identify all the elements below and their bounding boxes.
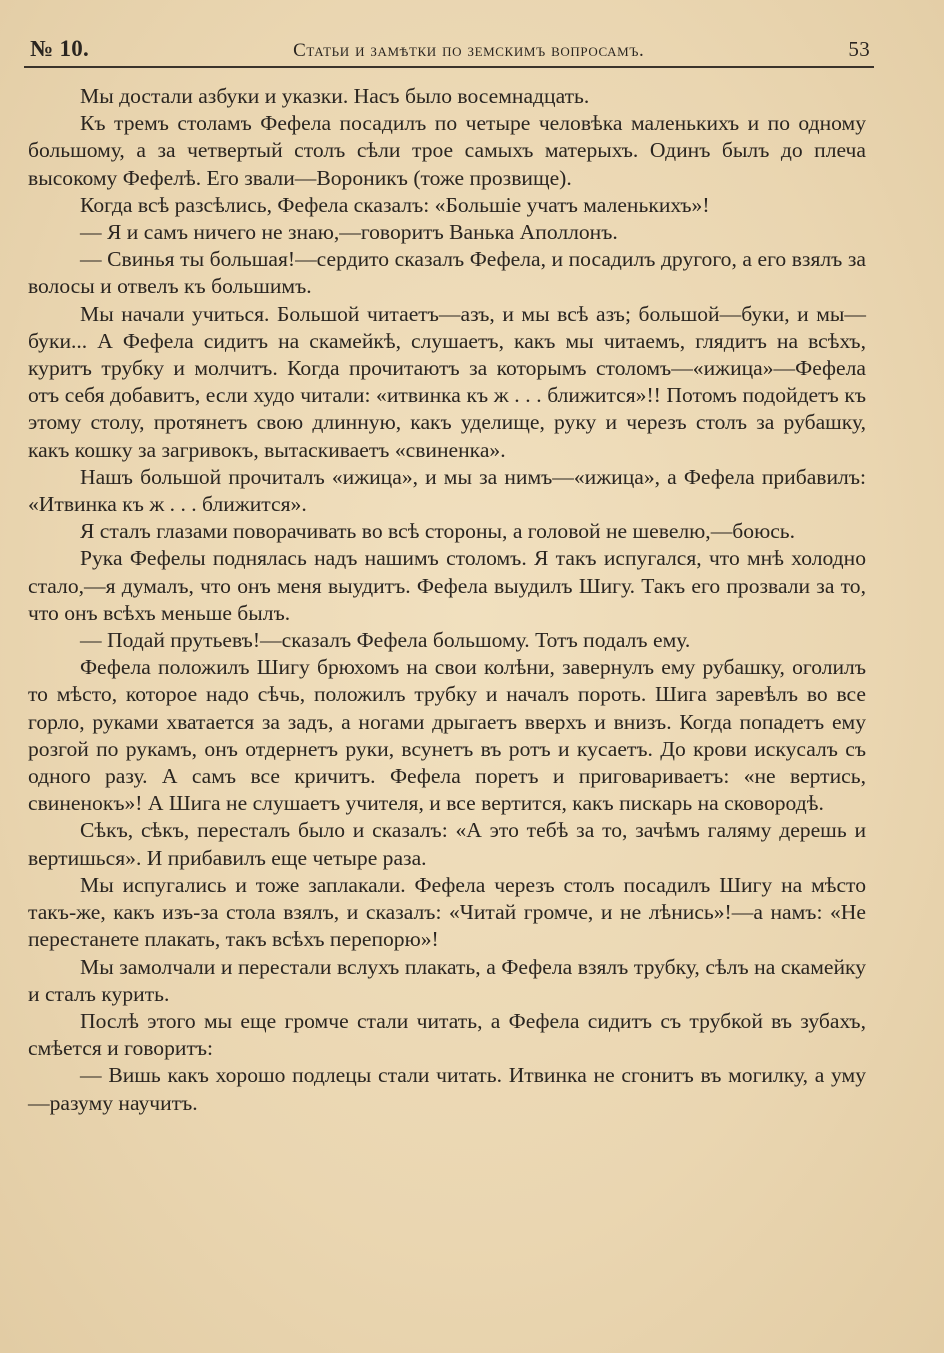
paragraph: Когда всѣ разсѣлись, Фефела сказалъ: «Большіе учатъ маленькихъ»! xyxy=(80,192,710,217)
paragraph: — Свинья ты большая!—сердито сказалъ Фефела, и посадилъ другого, а его взялъ за волосы и отвелъ къ большимъ. xyxy=(28,247,866,299)
running-header xyxy=(30,22,870,62)
paragraph: Мы испугались и тоже заплакали. Фефела черезъ столъ посадилъ Шигу на мѣсто такъ-же, какъ изъ-за стола взялъ, и сказалъ: «Читай громче, и не лѣнись»!—а намъ: «Не перестанете плакать, такъ всѣхъ перепорю»! xyxy=(28,872,866,952)
header-rule xyxy=(24,66,874,68)
paragraph: Сѣкъ, сѣкъ, пересталъ было и сказалъ: «А это тебѣ за то, зачѣмъ галяму дерешь и вертишься». И прибавилъ еще четыре раза. xyxy=(28,818,866,870)
paragraph: Послѣ этого мы еще громче стали читать, а Фефела сидитъ съ трубкой въ зубахъ, смѣется и говоритъ: xyxy=(28,1008,866,1061)
paragraph: — Вишь какъ хорошо подлецы стали читать. Итвинка не сгонитъ въ могилку, а уму—разуму научитъ. xyxy=(28,1063,866,1115)
paragraph: Къ тремъ столамъ Фефела посадилъ по четыре человѣка маленькихъ и по одному большому, а за четвертый столъ сѣли трое самыхъ матерыхъ. Одинъ былъ до плеча высокому Фефелѣ. Его звали—Вороникъ (тоже прозвище). xyxy=(28,111,866,190)
paragraph: Мы достали азбуки и указки. Насъ было восемнадцать. xyxy=(80,84,590,108)
paragraph: Мы начали учиться. Большой читаетъ—азъ, и мы всѣ азъ; большой—буки, и мы—буки... А Фефела сидитъ на скамейкѣ, слушаетъ, какъ мы читаемъ, глядитъ на всѣхъ, куритъ трубку и молчитъ. Когда прочитаютъ за которымъ столомъ—«ижица»—Фефела отъ себя добавитъ, если худо читали: «итвинка къ ж . . . ближится»!! Потомъ подойдетъ къ этому столу, протянетъ свою длинную, какъ уделище, руку и черезъ столъ за рубашку, какъ кошку за загривокъ, вытаскиваетъ «свиненка». xyxy=(28,301,866,462)
paragraph: Мы замолчали и перестали вслухъ плакать, а Фефела взялъ трубку, сѣлъ на скамейку и сталъ курить. xyxy=(28,954,866,1006)
paragraph: Фефела положилъ Шигу брюхомъ на свои колѣни, завернулъ ему рубашку, оголилъ то мѣсто, которое надо сѣчь, положилъ трубку и началъ пороть. Шига заревѣлъ во все горло, руками хватается за задъ, а ногами дрыгаетъ вверхъ и внизъ. Когда попадетъ ему розгой по рукамъ, онъ отдернетъ руки, всунетъ въ ротъ и кусаетъ. До крови искусалъ съ одного разу. А самъ все кричитъ. Фефела поретъ и приговариваетъ: «не вертись, свиненокъ»! А Шига не слушаетъ учителя, и все вертится, какъ пискарь на сковородѣ. xyxy=(28,655,866,816)
paragraph: Нашъ большой прочиталъ «ижица», и мы за нимъ—«ижица», а Фефела прибавилъ: «Итвинка къ ж . . . ближится». xyxy=(28,464,866,517)
paragraph: — Подай прутьевъ!—сказалъ Фефела большому. Тотъ подалъ ему. xyxy=(80,628,691,653)
issue-number: № 10. xyxy=(30,36,90,61)
text-body xyxy=(28,83,866,1117)
page-number: 53 xyxy=(848,37,870,61)
running-title: Статьи и замѣтки по земскимъ вопросамъ. xyxy=(293,40,645,61)
paragraph: — Я и самъ ничего не знаю,—говоритъ Ванька Аполлонъ. xyxy=(80,220,618,245)
paragraph: Рука Фефелы поднялась надъ нашимъ столомъ. Я такъ испугался, что мнѣ холодно стало,—я думалъ, что онъ меня выудитъ. Фефела выудилъ Шигу. Такъ его прозвали за то, что онъ всѣхъ меньше былъ. xyxy=(28,546,866,625)
paragraph: Я сталъ глазами поворачивать во всѣ стороны, а головой не шевелю,—боюсь. xyxy=(80,519,796,544)
